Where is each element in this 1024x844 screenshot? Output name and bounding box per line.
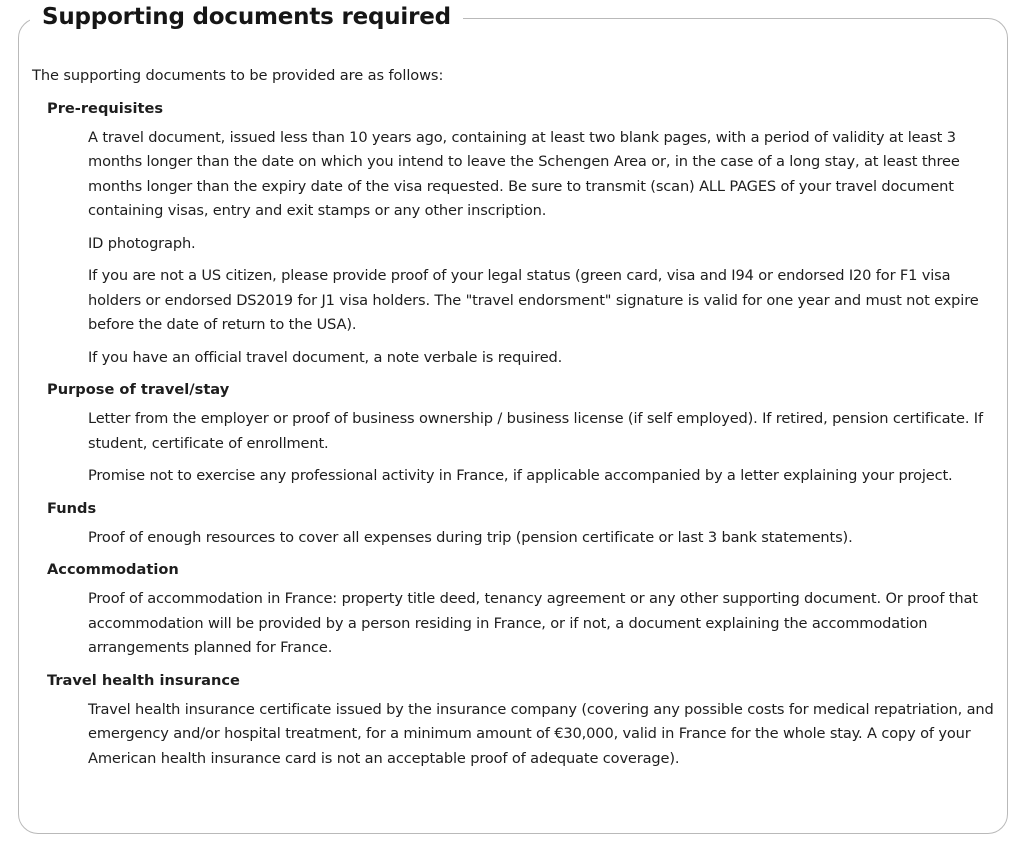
section-purpose-of-travel xyxy=(32,378,1000,489)
fieldset-legend: Supporting documents required xyxy=(30,0,463,34)
document-item: Proof of accommodation in France: property title deed, tenancy agreement or any other supporting document. Or proof that accommodation will be provided by a person residing in France, or if not, a document explaining the accommodation arrangements planned for France. xyxy=(88,590,978,656)
section-funds xyxy=(32,497,1000,551)
section-title: Travel health insurance xyxy=(47,671,240,689)
section-title: Accommodation xyxy=(47,561,179,578)
document-item: ID photograph. xyxy=(88,234,196,252)
section-title: Purpose of travel/stay xyxy=(47,381,230,398)
document-item: If you are not a US citizen, please provide proof of your legal status (green card, visa and I94 or endorsed I20 for F1 visa holders or endorsed DS2019 for J1 visa holders. The "travel endorsment" signature is valid for one year and must not expire before the date of return to the USA). xyxy=(88,267,979,333)
section-title: Funds xyxy=(47,499,97,517)
document-item: A travel document, issued less than 10 years ago, containing at least two blank pages, with a period of validity at least 3 months longer than the date on which you intend to leave the Schengen Area or, in the case of a long stay, at least three months longer than the expiry date of the visa requested. Be sure to transmit (scan) ALL PAGES of your travel document containing visas, entry and exit stamps or any other inscription. xyxy=(88,128,960,219)
documents-content xyxy=(32,64,1000,779)
section-accommodation xyxy=(32,558,1000,661)
section-title: Pre-requisites xyxy=(47,99,164,117)
document-item: If you have an official travel document, a note verbale is required. xyxy=(88,348,563,366)
document-item: Proof of enough resources to cover all expenses during trip (pension certificate or last 3 bank statements). xyxy=(88,528,853,546)
document-item: Promise not to exercise any professional activity in France, if applicable accompanied by a letter explaining your project. xyxy=(88,467,953,484)
section-pre-requisites xyxy=(32,97,1000,371)
intro-text: The supporting documents to be provided are as follows: xyxy=(32,67,444,84)
document-item: Letter from the employer or proof of business ownership / business license (if self employed). If retired, pension certificate. If student, certificate of enrollment. xyxy=(88,410,983,452)
document-item: Travel health insurance certificate issued by the insurance company (covering any possible costs for medical repatriation, and emergency and/or hospital treatment, for a minimum amount of €30,000, valid in France for the whole stay. A copy of your American health insurance card is not an acceptable proof of adequate coverage). xyxy=(88,700,994,767)
section-travel-health-insurance xyxy=(32,669,1000,772)
